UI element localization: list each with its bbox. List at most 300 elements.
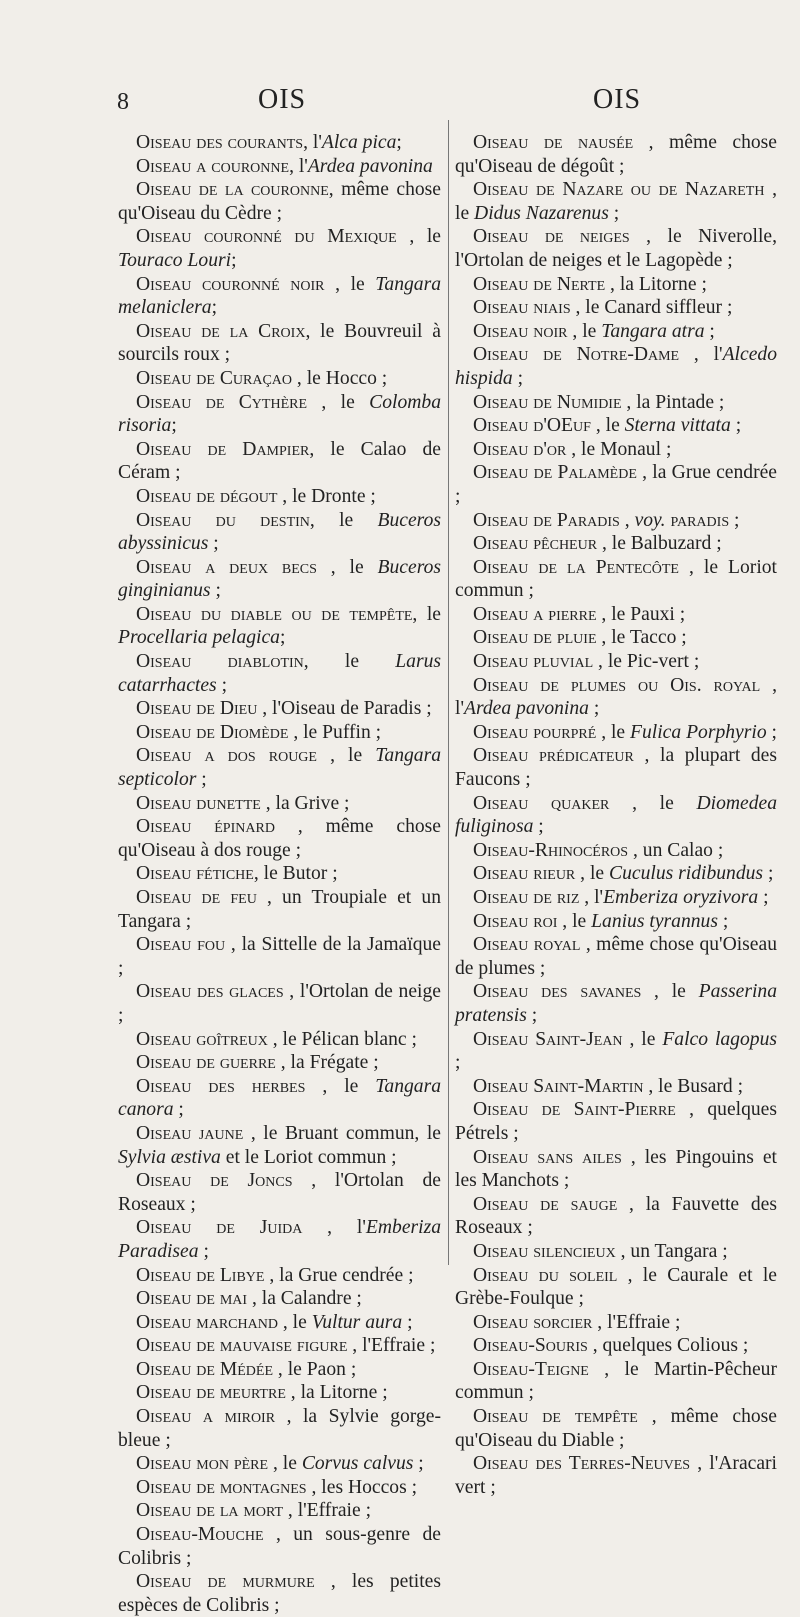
dictionary-entry [118,1358,441,1382]
entry-headword: Oiseau de mai [136,1288,248,1310]
entry-text: ; [396,132,402,153]
dictionary-entry [455,343,777,390]
dictionary-entry [455,556,777,603]
entry-text: , même chose qu'Oiseau de dégoût ; [455,132,777,177]
dictionary-entry [455,1075,777,1099]
entry-text: , même chose qu'Oiseau du Cèdre ; [118,179,442,224]
dictionary-entry [455,1098,777,1145]
species-name: Buceros abyssinicus [118,509,441,555]
species-name: Didus Nazarenus [474,202,609,224]
entry-text: , le [575,863,610,885]
entry-text: , les Hoccos ; [306,1476,418,1498]
dictionary-entry [455,320,777,344]
entry-text: , l'Aracari vert ; [455,1453,777,1498]
dictionary-entry [455,1146,777,1193]
dictionary-entry [118,1216,441,1263]
dictionary-entry [455,674,777,721]
dictionary-entry [118,556,441,603]
entry-headword: Oiseau du destin [136,509,310,531]
entry-text: , [619,509,635,531]
entry-text: , le [622,1028,663,1050]
entry-headword: Oiseau silencieux [473,1240,616,1262]
entry-headword: Oiseau du soleil [473,1264,618,1286]
entry-headword: Oiseau Saint-Martin [473,1075,644,1097]
entry-text: , le Martin-Pêcheur commun ; [455,1358,777,1404]
species-name: Corvus calvus [301,1453,414,1475]
entry-text: , le [557,910,592,932]
entry-headword: Oiseau de Juida [136,1217,303,1239]
dictionary-entry [118,1523,441,1570]
dictionary-entry [455,933,777,980]
dictionary-entry [455,532,777,556]
entry-text: , quelques Pétrels ; [455,1099,777,1144]
entry-headword: Oiseau de la Pentecôte [473,556,679,578]
entry-headword: Oiseau de la mort [136,1500,283,1522]
entry-text: ; [729,509,740,531]
entry-text: , le Loriot commun ; [455,556,777,602]
entry-headword: Oiseau de Saint-Pierre [473,1099,676,1121]
entry-text: , le Niverolle, l'Ortolan de neiges et le Lagopède ; [455,226,777,271]
dictionary-entry [455,1452,777,1499]
entry-headword: Oiseau des glaces [136,981,284,1003]
entry-headword: Oiseau de tempête [473,1406,638,1428]
entry-headword: Oiseau de guerre [136,1052,276,1074]
entry-text: , le Canard siffleur ; [570,297,733,319]
entry-headword: Oiseau épinard [136,816,275,838]
species-name: Buceros ginginianus [118,556,442,602]
page-number: 8 [117,89,129,115]
entry-text: ; [512,367,524,389]
species-name: Alcedo hispida [455,344,777,389]
species-name: Touraco Louri [118,249,232,271]
entry-headword: Oiseau de Nerte [473,273,606,295]
entry-headword: Oiseau de neiges [473,226,630,248]
entry-headword: Oiseau fétiche [136,863,254,885]
dictionary-entry [455,438,777,462]
entry-headword: Oiseau de Libye [136,1264,265,1286]
entry-text: , un Troupiale et un Tangara ; [118,887,442,932]
entry-text: ; [210,580,221,602]
entry-text: , le Caurale et le Grèbe-Foulque ; [455,1264,777,1310]
entry-headword: Oiseau couronné noir [136,273,325,295]
dictionary-entry [455,910,777,934]
species-name: Diomedea fuliginosa [455,792,777,838]
dictionary-entry [118,650,441,697]
entry-headword: Oiseau jaune [136,1122,244,1144]
entry-headword: Oiseau goîtreux [136,1028,268,1050]
species-name: Emberiza Paradisea [118,1217,442,1262]
entry-text: , les Pingouins et les Manchots ; [455,1146,778,1192]
entry-text: , le Busard ; [643,1075,744,1097]
entry-text: , le [305,1075,376,1097]
species-name: Ardea pavonina [463,698,589,720]
dictionary-entry [118,225,441,272]
entry-text: , la Sylvie gorge-bleue ; [118,1406,441,1451]
entry-text: , le Balbuzard ; [597,533,722,555]
entry-text: , la Fauvette des Roseaux ; [455,1193,777,1239]
entry-headword: Oiseau a pierre [473,603,597,625]
dictionary-entry [455,886,777,910]
entry-headword: Oiseau de plumes ou Ois. royal [473,674,761,696]
entry-headword: Oiseau de feu [136,887,257,908]
entry-text: , le [268,1453,302,1475]
entry-headword: Oiseau du diable ou de tempête [136,603,413,625]
dictionary-entry [118,1334,441,1358]
dictionary-entry [118,1499,441,1523]
species-name: voy. [634,509,666,531]
dictionary-entry [118,1122,441,1169]
entry-text: , la Calandre ; [247,1288,362,1310]
dictionary-entry [118,485,441,509]
dictionary-entry [455,1311,777,1335]
dictionary-entry [455,1264,777,1311]
dictionary-entry [118,1051,441,1075]
dictionary-entry [118,438,441,485]
entry-text: ; [198,1240,209,1262]
entry-text: , un Tangara ; [615,1240,728,1262]
entry-headword: Oiseau de sauge [473,1193,618,1215]
entry-text: , le Butor ; [253,863,338,885]
entry-text: , le Dronte ; [277,485,376,507]
dictionary-entry [455,721,777,745]
entry-text: ; [533,816,544,838]
entry-headword: Oiseau de Joncs [136,1170,293,1192]
entry-headword: Oiseau des courants [136,132,304,153]
entry-headword: Oiseau de Numidie [473,391,622,413]
entry-text: , le [396,226,441,248]
entry-text: , le Puffin ; [288,721,382,743]
entry-headword: Oiseau de murmure [136,1571,315,1593]
dictionary-entry [118,933,441,980]
entry-text: , le [596,721,631,743]
species-name: Tangara canora [118,1075,442,1121]
entry-headword: Oiseau prédicateur [473,745,634,767]
dictionary-entry [118,509,441,556]
entry-headword: Oiseau marchand [136,1311,278,1333]
species-name: Larus catarrhactes [118,651,441,696]
entry-text: , le [307,391,370,413]
left-column [118,131,441,1617]
species-name: Tangara atra [601,320,705,342]
entry-text: ; [730,415,742,437]
entry-text: , les petites espèces de Colibris ; [118,1571,441,1616]
entry-text: , le Monaul ; [566,438,672,460]
column-divider [448,120,449,1265]
entry-headword: Oiseau pluvial [473,651,594,673]
dictionary-entry [455,650,777,674]
entry-text: ; [216,674,228,696]
species-name: Colomba risoria [118,391,441,437]
entry-text: , même chose qu'Oiseau à dos rouge ; [118,816,441,861]
entry-text: , l'Effraie ; [592,1311,681,1333]
entry-text: , le [609,792,697,814]
dictionary-entry [118,886,441,933]
dictionary-entry [455,1405,777,1452]
entry-headword: Oiseau de Diomède [136,721,289,743]
running-head-right: OIS [593,84,642,115]
entry-headword: Oiseau de Paradis [473,509,620,531]
entry-text: , même chose qu'Oiseau de plumes ; [455,934,777,979]
dictionary-entry [118,1381,441,1405]
dictionary-entry [118,1311,441,1335]
dictionary-entry [118,815,441,862]
entry-headword: Oiseau sans ailes [473,1146,622,1168]
entry-text: , le [277,1311,312,1333]
entry-text: , la Pintade ; [621,391,725,413]
entry-text: ; [588,698,600,720]
dictionary-entry [118,391,441,438]
species-name: Lanius tyrannus [591,910,718,932]
dictionary-entry [455,980,777,1027]
dictionary-entry [118,697,441,721]
dictionary-entry [455,296,777,320]
entry-text: , l' [302,1217,366,1239]
entry-text: ; [455,1052,461,1074]
species-name: Cuculus ridibundus [609,863,764,885]
entry-text: ; [279,627,286,649]
entry-headword: Oiseau dunette [136,792,261,814]
entry-text: , le [324,273,376,295]
entry-text: , l'Oiseau de Paradis ; [257,698,432,720]
dictionary-entry [455,1334,777,1358]
entry-headword: Oiseau de meurtre [136,1382,286,1404]
entry-text: , l' [679,344,723,366]
dictionary-entry [118,721,441,745]
entry-text: , la Grue cendrée ; [455,462,777,507]
entry-headword: Oiseau d'or [473,438,567,460]
dictionary-entry [455,1028,777,1075]
dictionary-entry [455,1358,777,1405]
dictionary-entry [118,862,441,886]
entry-text: , le Bruant commun, le [243,1122,442,1144]
dictionary-entry [455,273,777,297]
entry-headword: Oiseau de Dieu [136,698,258,720]
dictionary-entry [455,626,777,650]
entry-headword: Oiseau couronné du Mexique [136,226,397,248]
entry-headword: Oiseau de Médée [136,1358,274,1380]
species-name: Procellaria pelagica [118,627,280,649]
entry-text: , l'Ortolan de neige ; [118,981,441,1026]
entry-text: , le Pélican blanc ; [267,1028,417,1050]
entry-text: , la Litorne ; [605,273,707,295]
entry-text: , le [567,320,602,342]
entry-headword: Oiseau-Rhinocéros [473,839,629,861]
entry-text: , l' [579,887,604,908]
dictionary-entry [118,744,441,791]
species-name: Ardea pavonina [307,155,433,177]
dictionary-entry [118,131,441,155]
entry-text: , le [455,179,777,224]
entry-headword: Oiseau a deux becs [136,556,317,578]
entry-headword: Oiseau Saint-Jean [473,1028,623,1050]
dictionary-entry [118,792,441,816]
dictionary-entry [455,414,777,438]
entry-text: , le Bouvreuil à sourcils roux ; [118,320,442,366]
dictionary-entry [118,1405,441,1452]
dictionary-entry [455,744,777,791]
entry-text: , le [590,415,625,437]
entry-headword: Oiseau des savanes [473,981,642,1003]
dictionary-entry [118,1264,441,1288]
entry-headword: Oiseau de nausée [473,132,634,153]
entry-headword: Oiseau des Terres-Neuves [473,1453,691,1475]
entry-headword: Oiseau a couronne [136,155,290,177]
dictionary-entry [118,273,441,320]
entry-text: , la Litorne ; [285,1382,388,1404]
dictionary-entry [118,1169,441,1216]
entry-text: , le Paon ; [273,1358,357,1380]
entry-headword: Oiseau quaker [473,792,610,814]
entry-headword: Oiseau-Souris [473,1335,588,1357]
entry-text: , l'Effraie ; [347,1335,436,1357]
entry-headword: Oiseau a dos rouge [136,745,317,767]
entry-headword: Oiseau pourpré [473,721,597,743]
entry-text: , le Calao de Céram ; [118,438,441,484]
entry-headword: Oiseau fou [136,934,226,956]
entry-headword: Oiseau d'OEuf [473,415,591,437]
dictionary-entry [118,320,441,367]
dictionary-entry [455,461,777,508]
entry-headword: Oiseau mon père [136,1453,269,1475]
entry-headword: Oiseau rieur [473,863,576,885]
running-head-left: OIS [258,84,307,115]
dictionary-entry [455,862,777,886]
entry-headword: Oiseau a miroir [136,1406,276,1428]
entry-headword: Oiseau de Notre-Dame [473,344,680,366]
species-name: Emberiza oryzivora [603,887,759,908]
entry-text: ; [196,769,207,791]
entry-text: , le Pauxi ; [596,603,686,625]
entry-headword: Oiseau diablotin [136,651,304,673]
entry-text: ; [758,887,769,908]
dictionary-entry [455,603,777,627]
entry-headword: Oiseau pêcheur [473,533,598,555]
entry-text: , l'Ortolan de Roseaux ; [118,1170,441,1215]
dictionary-entry [455,509,777,533]
cross-reference: paradis [670,509,730,531]
entry-text: ; [608,202,620,224]
entry-headword: Oiseau noir [473,320,568,342]
entry-text: ; [402,1311,413,1333]
entry-text: ; [717,910,729,932]
entry-headword: Oiseau de Dampier [136,438,310,460]
dictionary-entry [118,178,441,225]
entry-headword: Oiseau de dégout [136,485,278,507]
entry-text: , un Calao ; [628,839,724,861]
entry-headword: Oiseau de montagnes [136,1476,307,1498]
dictionary-entry [455,225,777,272]
entry-headword: Oiseau royal [473,934,581,956]
dictionary-entry [118,1028,441,1052]
entry-headword: Oiseau sorcier [473,1311,593,1333]
entry-headword: Oiseau de mauvaise figure [136,1335,348,1357]
species-name: Vultur aura [311,1311,403,1333]
dictionary-entry [455,1193,777,1240]
species-name: Tangara melaniclera [118,273,442,319]
entry-text: , le Tacco ; [596,627,687,649]
entry-headword: Oiseau-Mouche [136,1524,264,1546]
entry-text: ; [766,721,777,743]
entry-text: , le [316,556,378,578]
entry-text: , le Hocco ; [292,367,388,389]
species-name: Tangara septicolor [118,745,442,791]
entry-text: et le Loriot commun ; [220,1146,397,1168]
dictionary-entry [118,603,441,650]
entry-text: ; [208,533,219,555]
entry-headword: Oiseau de la couronne [136,179,329,201]
dictionary-entry [455,131,777,178]
entry-text: , la Grive ; [260,792,350,814]
entry-headword: Oiseau de Cythère [136,391,308,413]
entry-text: , un sous-genre de Colibris ; [118,1524,441,1569]
species-name: Sterna vittata [624,415,731,437]
entry-text: ; [171,415,177,437]
dictionary-entry [455,391,777,415]
entry-text: ; [763,863,774,885]
species-name: Falco lagopus [662,1028,777,1050]
entry-text: ; [413,1453,424,1475]
entry-text: ; [704,320,715,342]
entry-text: , le [309,509,378,531]
right-column [455,131,777,1499]
entry-text: ; [211,297,218,319]
entry-text: ; [231,249,237,271]
entry-headword: Oiseau de la Croix [136,320,306,342]
entry-headword: Oiseau de Palamède [473,462,637,484]
entry-headword: Oiseau de riz [473,887,580,908]
dictionary-entry [118,155,441,179]
entry-text: , le [303,651,396,673]
dictionary-entry [118,1452,441,1476]
entry-text: , l' [289,155,308,177]
entry-text: , la plupart des Faucons ; [455,745,777,791]
dictionary-entry [455,839,777,863]
dictionary-entry [118,1476,441,1500]
entry-text: , l'Effraie ; [283,1500,372,1522]
entry-text: ; [173,1099,184,1121]
entry-text: , quelques Colious ; [587,1335,749,1357]
entry-text: , l' [455,674,777,720]
dictionary-entry [118,1287,441,1311]
species-name: Alca pica [321,132,397,153]
entry-text: , le [641,981,699,1003]
entry-text: , la Frégate ; [275,1052,379,1074]
entry-text: , le [316,745,376,767]
entry-headword: Oiseau de Nazare ou de Nazareth [473,179,765,201]
dictionary-entry [118,1075,441,1122]
entry-text: , le [412,603,441,625]
dictionary-entry [455,178,777,225]
entry-text: , la Sittelle de la Jamaïque ; [118,934,441,979]
dictionary-entry [118,1570,441,1617]
entry-text: , même chose qu'Oiseau du Diable ; [455,1406,777,1451]
species-name: Fulica Porphyrio [630,721,767,743]
dictionary-entry [118,980,441,1027]
dictionary-entry [118,367,441,391]
entry-text: ; [526,1004,538,1026]
entry-text: , l' [303,132,322,153]
entry-headword: Oiseau des herbes [136,1075,306,1097]
entry-text: , le Pic-vert ; [593,651,700,673]
entry-headword: Oiseau de Curaçao [136,367,293,389]
species-name: Sylvia æstiva [118,1146,221,1168]
entry-headword: Oiseau niais [473,297,571,319]
species-name: Passerina pratensis [455,981,777,1026]
entry-headword: Oiseau roi [473,910,558,932]
entry-headword: Oiseau de pluie [473,627,597,649]
entry-headword: Oiseau-Teigne [473,1358,589,1380]
dictionary-entry [455,792,777,839]
